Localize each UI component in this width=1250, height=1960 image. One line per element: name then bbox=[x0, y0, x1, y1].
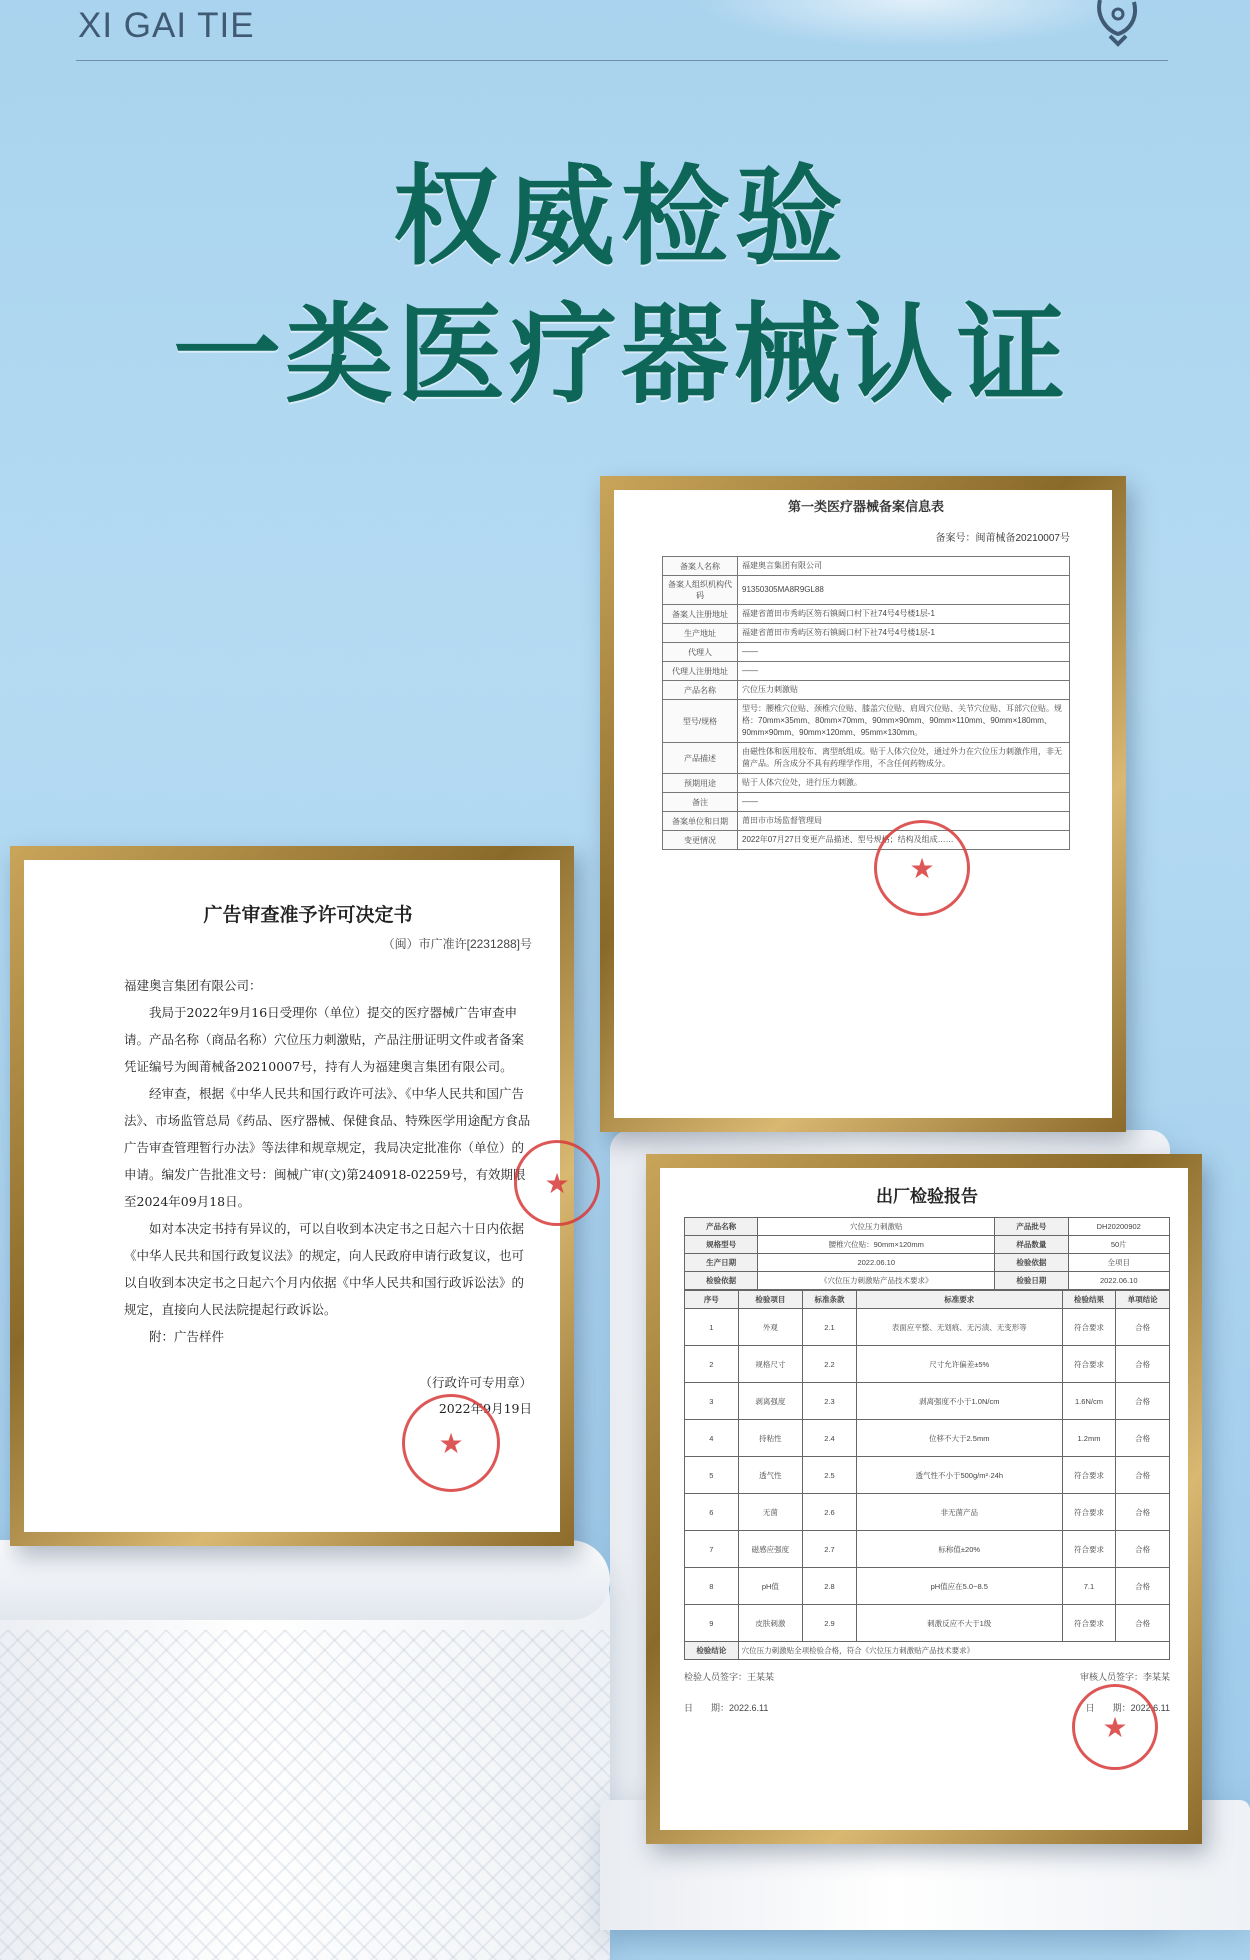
report-column-header: 检验项目 bbox=[738, 1291, 803, 1309]
report-column-header: 单项结论 bbox=[1116, 1291, 1170, 1309]
filing-row bbox=[663, 624, 1070, 643]
report-meta-cell: 2022.06.10 bbox=[758, 1254, 995, 1272]
report-date-1: 日 期：2022.6.11 bbox=[684, 1703, 769, 1713]
filing-row bbox=[663, 831, 1070, 850]
report-cell: 1.2mm bbox=[1062, 1420, 1116, 1457]
report-column-header: 标准条款 bbox=[803, 1291, 857, 1309]
report-row bbox=[685, 1457, 1170, 1494]
report-cell: 合格 bbox=[1116, 1420, 1170, 1457]
report-meta-row bbox=[685, 1218, 1170, 1236]
report-cell: 合格 bbox=[1116, 1568, 1170, 1605]
report-meta-cell: DH20200902 bbox=[1068, 1218, 1170, 1236]
report-cell: 刺激反应不大于1级 bbox=[856, 1605, 1062, 1642]
report-cell: 6 bbox=[685, 1494, 739, 1531]
filing-number: 备案号：闽莆械备20210007号 bbox=[935, 533, 1070, 544]
report-cell: 合格 bbox=[1116, 1457, 1170, 1494]
report-cell: 7.1 bbox=[1062, 1568, 1116, 1605]
report-cell: 2.7 bbox=[803, 1531, 857, 1568]
report-cell: 2.8 bbox=[803, 1568, 857, 1605]
headline-line2: 一类医疗器械认证 bbox=[172, 293, 1069, 418]
logo-icon bbox=[1088, 0, 1148, 48]
report-meta-table bbox=[684, 1217, 1170, 1290]
left-podium bbox=[0, 1540, 610, 1960]
report-row bbox=[685, 1531, 1170, 1568]
filing-row-key: 预期用途 bbox=[663, 774, 738, 793]
report-cell: 位移不大于2.5mm bbox=[856, 1420, 1062, 1457]
filing-row-value: 莆田市市场监督管理局 bbox=[738, 812, 1070, 831]
filing-row-key: 备案单位和日期 bbox=[663, 812, 738, 831]
report-cell: 符合要求 bbox=[1062, 1605, 1116, 1642]
filing-row bbox=[663, 605, 1070, 624]
inspection-report bbox=[660, 1168, 1188, 1830]
ad-decision-paragraph-3: 如对本决定书持有异议的，可以自收到本决定书之日起六十日内依据《中华人民共和国行政复议法》的规定，向人民政府申请行政复议，也可以自收到本决定书之日起六个月内依据《中华人民共和国行政诉讼法》的规定，直接向人民法院提起行政诉讼。 bbox=[124, 1221, 525, 1317]
report-cell: 合格 bbox=[1116, 1346, 1170, 1383]
headline-line1: 权威检验 bbox=[392, 155, 849, 280]
filing-row-value: 穴位压力刺激贴 bbox=[738, 681, 1070, 700]
report-reviewer: 审核人员签字：李某某 bbox=[1079, 1672, 1170, 1682]
filing-row-value: 2022年07月27日变更产品描述、型号规格；结构及组成…… bbox=[738, 831, 1070, 850]
red-seal-edge-icon: ★ bbox=[514, 1140, 600, 1226]
filing-row-key: 产品描述 bbox=[663, 743, 738, 774]
filing-row-key: 型号/规格 bbox=[663, 700, 738, 743]
report-meta-cell: 检验依据 bbox=[685, 1272, 758, 1290]
report-row bbox=[685, 1494, 1170, 1531]
report-inspector: 检验人员签字：王某某 bbox=[684, 1672, 775, 1682]
report-column-header: 检验结果 bbox=[1062, 1291, 1116, 1309]
header bbox=[76, 0, 1168, 61]
report-cell: 外观 bbox=[738, 1309, 803, 1346]
filing-row bbox=[663, 793, 1070, 812]
filing-row bbox=[663, 557, 1070, 576]
report-conclusion-label: 检验结论 bbox=[685, 1642, 739, 1660]
report-cell: 2.5 bbox=[803, 1457, 857, 1494]
filing-row-value: 型号：腰椎穴位贴、颈椎穴位贴、膝盖穴位贴、肩周穴位贴、关节穴位贴、耳部穴位贴。规格：70mm×35mm、80mm×70mm、90mm×90mm、90mm×110mm、90mm×180mm、90mm×90mm、90mm×120mm、95mm×130mm。 bbox=[738, 700, 1070, 743]
report-cell: 透气性 bbox=[738, 1457, 803, 1494]
report-signatures bbox=[684, 1670, 1170, 1683]
report-meta-cell: 样品数量 bbox=[995, 1236, 1068, 1254]
report-cell: 尺寸允许偏差±5% bbox=[856, 1346, 1062, 1383]
report-cell: 皮肤刺激 bbox=[738, 1605, 803, 1642]
report-cell: 标称值±20% bbox=[856, 1531, 1062, 1568]
ad-decision-title: 广告审查准予许可决定书 bbox=[203, 905, 413, 926]
report-cell: 剥离强度 bbox=[738, 1383, 803, 1420]
report-meta-row bbox=[685, 1272, 1170, 1290]
report-cell: 符合要求 bbox=[1062, 1309, 1116, 1346]
red-seal-icon: ★ bbox=[402, 1394, 500, 1492]
filing-row-key: 变更情况 bbox=[663, 831, 738, 850]
ad-decision-paragraph-2: 经审查，根据《中华人民共和国行政许可法》、《中华人民共和国广告法》、市场监管总局《药品、医疗器械、保健食品、特殊医学用途配方食品广告审查管理暂行办法》等法律和规章规定，我局决定批准你（单位）的申请。编发广告批准文号：闽械广审(文)第240918-02259号，有效期限至2024年09月18日。 bbox=[124, 1086, 531, 1209]
report-cell: 2.9 bbox=[803, 1605, 857, 1642]
report-meta-cell: 生产日期 bbox=[685, 1254, 758, 1272]
filing-row-value: 福建省莆田市秀屿区笏石镇阔口村下社74号4号楼1层-1 bbox=[738, 605, 1070, 624]
report-cell: 1.6N/cm bbox=[1062, 1383, 1116, 1420]
report-cell: 符合要求 bbox=[1062, 1494, 1116, 1531]
report-column-header: 标准要求 bbox=[856, 1291, 1062, 1309]
filing-row bbox=[663, 681, 1070, 700]
filing-row-key: 备案人名称 bbox=[663, 557, 738, 576]
report-cell: 2.1 bbox=[803, 1309, 857, 1346]
filing-row bbox=[663, 643, 1070, 662]
filing-row-value: 贴于人体穴位处，进行压力刺激。 bbox=[738, 774, 1070, 793]
ad-decision-ref: （闽）市广准许[2231288]号 bbox=[382, 937, 532, 951]
report-meta-cell: 产品批号 bbox=[995, 1218, 1068, 1236]
report-row bbox=[685, 1605, 1170, 1642]
report-cell: 非无菌产品 bbox=[856, 1494, 1062, 1531]
report-cell: 符合要求 bbox=[1062, 1346, 1116, 1383]
red-seal-icon: ★ bbox=[874, 820, 970, 916]
report-row bbox=[685, 1309, 1170, 1346]
report-row bbox=[685, 1420, 1170, 1457]
report-date-2: 日 期：2022.6.11 bbox=[1085, 1703, 1170, 1713]
filing-row-value: —— bbox=[738, 643, 1070, 662]
filing-row-value: 由磁性体和医用胶布、离型纸组成。贴于人体穴位处，通过外力在穴位压力刺激作用，非无菌产品。所含成分不具有药理学作用，不含任何药物成分。 bbox=[738, 743, 1070, 774]
red-seal-icon: ★ bbox=[1072, 1684, 1158, 1770]
report-cell: 合格 bbox=[1116, 1605, 1170, 1642]
report-cell: 透气性不小于500g/m²·24h bbox=[856, 1457, 1062, 1494]
filing-row-value: 福建省莆田市秀屿区笏石镇阔口村下社74号4号楼1层-1 bbox=[738, 624, 1070, 643]
filing-row-value: —— bbox=[738, 793, 1070, 812]
ad-decision-paragraph-1: 我局于2022年9月16日受理你（单位）提交的医疗器械广告审查申请。产品名称（商品名称）穴位压力刺激贴，产品注册证明文件或者备案凭证编号为闽莆械备20210007号，持有人为福建奥言集团有限公司。 bbox=[124, 1005, 525, 1074]
filing-row bbox=[663, 743, 1070, 774]
report-cell: 表面应平整、无划痕、无污渍、无变形等 bbox=[856, 1309, 1062, 1346]
report-cell: 持粘性 bbox=[738, 1420, 803, 1457]
ad-decision-document bbox=[24, 860, 570, 1532]
filing-row-value: 91350305MA8R9GL88 bbox=[738, 576, 1070, 605]
report-meta-cell: 50片 bbox=[1068, 1236, 1170, 1254]
report-cell: 2.3 bbox=[803, 1383, 857, 1420]
report-meta-cell: 产品名称 bbox=[685, 1218, 758, 1236]
report-cell: 1 bbox=[685, 1309, 739, 1346]
report-meta-cell: 检验依据 bbox=[995, 1254, 1068, 1272]
report-meta-cell: 检验日期 bbox=[995, 1272, 1068, 1290]
filing-row-value: —— bbox=[738, 662, 1070, 681]
report-meta-cell: 穴位压力刺激贴 bbox=[758, 1218, 995, 1236]
report-cell: 合格 bbox=[1116, 1494, 1170, 1531]
report-items-table bbox=[684, 1290, 1170, 1660]
ad-decision-body bbox=[124, 972, 532, 1350]
report-cell: 符合要求 bbox=[1062, 1531, 1116, 1568]
report-cell: 磁感应强度 bbox=[738, 1531, 803, 1568]
report-cell: 合格 bbox=[1116, 1531, 1170, 1568]
report-title: 出厂检验报告 bbox=[876, 1187, 978, 1206]
inspection-report-frame bbox=[646, 1154, 1202, 1844]
report-cell: 5 bbox=[685, 1457, 739, 1494]
report-cell: 8 bbox=[685, 1568, 739, 1605]
report-meta-cell: 全项目 bbox=[1068, 1254, 1170, 1272]
filing-row-value: 福建奥言集团有限公司 bbox=[738, 557, 1070, 576]
report-conclusion: 穴位压力刺激贴全项检验合格，符合《穴位压力刺激贴产品技术要求》 bbox=[738, 1642, 1169, 1660]
ad-decision-seal-label: （行政许可专用章） bbox=[419, 1375, 532, 1390]
report-cell: 3 bbox=[685, 1383, 739, 1420]
report-cell: 2.2 bbox=[803, 1346, 857, 1383]
filing-certificate-frame bbox=[600, 476, 1126, 1132]
filing-row-key: 备案人注册地址 bbox=[663, 605, 738, 624]
report-row bbox=[685, 1383, 1170, 1420]
filing-row-key: 备注 bbox=[663, 793, 738, 812]
report-cell: 合格 bbox=[1116, 1383, 1170, 1420]
report-column-header: 序号 bbox=[685, 1291, 739, 1309]
brand-name: XI GAI TIE bbox=[78, 6, 255, 45]
filing-row bbox=[663, 576, 1070, 605]
report-meta-cell: 规格型号 bbox=[685, 1236, 758, 1254]
report-cell: 2 bbox=[685, 1346, 739, 1383]
filing-title: 第一类医疗器械备案信息表 bbox=[787, 499, 944, 514]
filing-row bbox=[663, 662, 1070, 681]
filing-row-key: 产品名称 bbox=[663, 681, 738, 700]
report-cell: 9 bbox=[685, 1605, 739, 1642]
report-cell: 4 bbox=[685, 1420, 739, 1457]
filing-table bbox=[662, 556, 1070, 850]
report-cell: 7 bbox=[685, 1531, 739, 1568]
ad-decision-frame bbox=[10, 846, 574, 1546]
ad-decision-attachment: 附：广告样件 bbox=[149, 1329, 225, 1344]
report-meta-row bbox=[685, 1236, 1170, 1254]
filing-row bbox=[663, 812, 1070, 831]
report-cell: 规格尺寸 bbox=[738, 1346, 803, 1383]
report-cell: pH值应在5.0~8.5 bbox=[856, 1568, 1062, 1605]
filing-row-key: 生产地址 bbox=[663, 624, 738, 643]
report-cell: 2.4 bbox=[803, 1420, 857, 1457]
report-cell: 符合要求 bbox=[1062, 1457, 1116, 1494]
report-cell: pH值 bbox=[738, 1568, 803, 1605]
filing-row bbox=[663, 700, 1070, 743]
report-meta-row bbox=[685, 1254, 1170, 1272]
filing-row-key: 代理人 bbox=[663, 643, 738, 662]
filing-certificate bbox=[614, 490, 1112, 1118]
report-row bbox=[685, 1568, 1170, 1605]
report-row bbox=[685, 1346, 1170, 1383]
filing-row-key: 代理人注册地址 bbox=[663, 662, 738, 681]
report-meta-cell: 《穴位压力刺激贴产品技术要求》 bbox=[758, 1272, 995, 1290]
report-cell: 无菌 bbox=[738, 1494, 803, 1531]
report-cell: 2.6 bbox=[803, 1494, 857, 1531]
report-meta-cell: 腰椎穴位贴：90mm×120mm bbox=[758, 1236, 995, 1254]
report-cell: 合格 bbox=[1116, 1309, 1170, 1346]
report-cell: 剥离强度不小于1.0N/cm bbox=[856, 1383, 1062, 1420]
ad-decision-addressee: 福建奥言集团有限公司： bbox=[124, 978, 262, 993]
report-meta-cell: 2022.06.10 bbox=[1068, 1272, 1170, 1290]
ad-decision-date: 2022年9月19日 bbox=[438, 1401, 532, 1416]
filing-row-key: 备案人组织机构代码 bbox=[663, 576, 738, 605]
filing-row bbox=[663, 774, 1070, 793]
